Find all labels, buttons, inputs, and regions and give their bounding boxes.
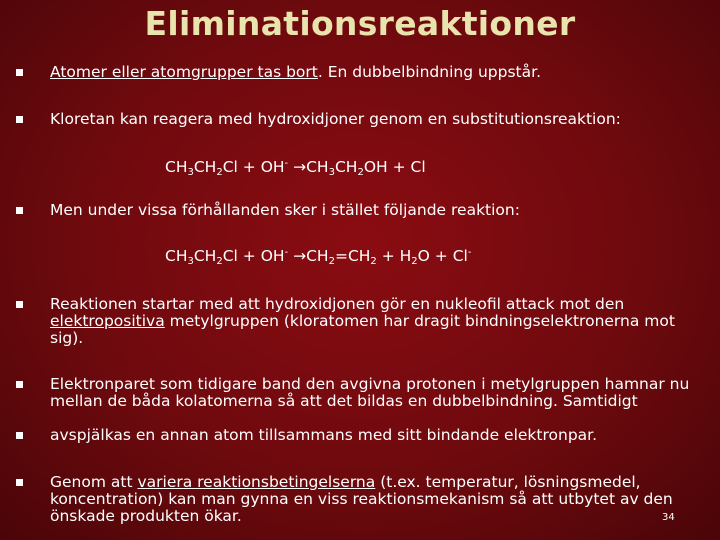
bullet-marker-icon: [16, 432, 23, 439]
bullet-5-text: Elektronparet som tidigare band den avgivna protonen i metylgruppen hamnar nu mellan de båda kolatomerna så att det bildas en dubbelbindning. Samtidigt: [50, 375, 690, 410]
arrow-icon: →: [293, 158, 307, 176]
bullet-4: [16, 296, 706, 347]
reaction-elimination: $CH_3CH_2Cl + OH^- \to CH_2=CH_2 + H_2O + Cl^-$: [165, 247, 472, 267]
bullet-3-text: Men under vissa förhållanden sker i stället följande reaktion:: [50, 201, 520, 219]
bullet-2: [16, 111, 706, 128]
bullet-marker-icon: [16, 69, 23, 76]
bullet-marker-icon: [16, 479, 23, 486]
bullet-1: [16, 64, 706, 81]
bullet-marker-icon: [16, 301, 23, 308]
reaction-substitution: $CH_3CH_2Cl + OH^- \to CH_3CH_2OH + Cl$: [165, 158, 426, 178]
bullet-4-text: Reaktionen startar med att hydroxidjonen gör en nukleofil attack mot den elektropositiva metylgruppen (kloratomen har dragit bindningselektronerna mot sig).: [50, 295, 675, 347]
bullet-6: [16, 427, 706, 444]
bullet-2-text: Kloretan kan reagera med hydroxidjoner genom en substitutionsreaktion:: [50, 110, 621, 128]
slide-title: Eliminationsreaktioner: [144, 4, 576, 43]
arrow-icon: →: [293, 247, 307, 265]
bullet-7: [16, 474, 706, 525]
bullet-1-text: Atomer eller atomgrupper tas bort. En dubbelbindning uppstår.: [50, 63, 542, 81]
bullet-5: [16, 376, 706, 410]
bullet-marker-icon: [16, 207, 23, 214]
bullet-marker-icon: [16, 381, 23, 388]
page-number: 34: [662, 512, 675, 523]
bullet-6-text: avspjälkas en annan atom tillsammans med sitt bindande elektronpar.: [50, 426, 598, 444]
bullet-marker-icon: [16, 116, 23, 123]
bullet-3: [16, 202, 706, 219]
bullet-7-text: Genom att variera reaktionsbetingelserna (t.ex. temperatur, lösningsmedel, koncentration) kan man gynna en viss reaktionsmekanism så att utbytet av den önskade produkten ökar.: [50, 473, 673, 525]
